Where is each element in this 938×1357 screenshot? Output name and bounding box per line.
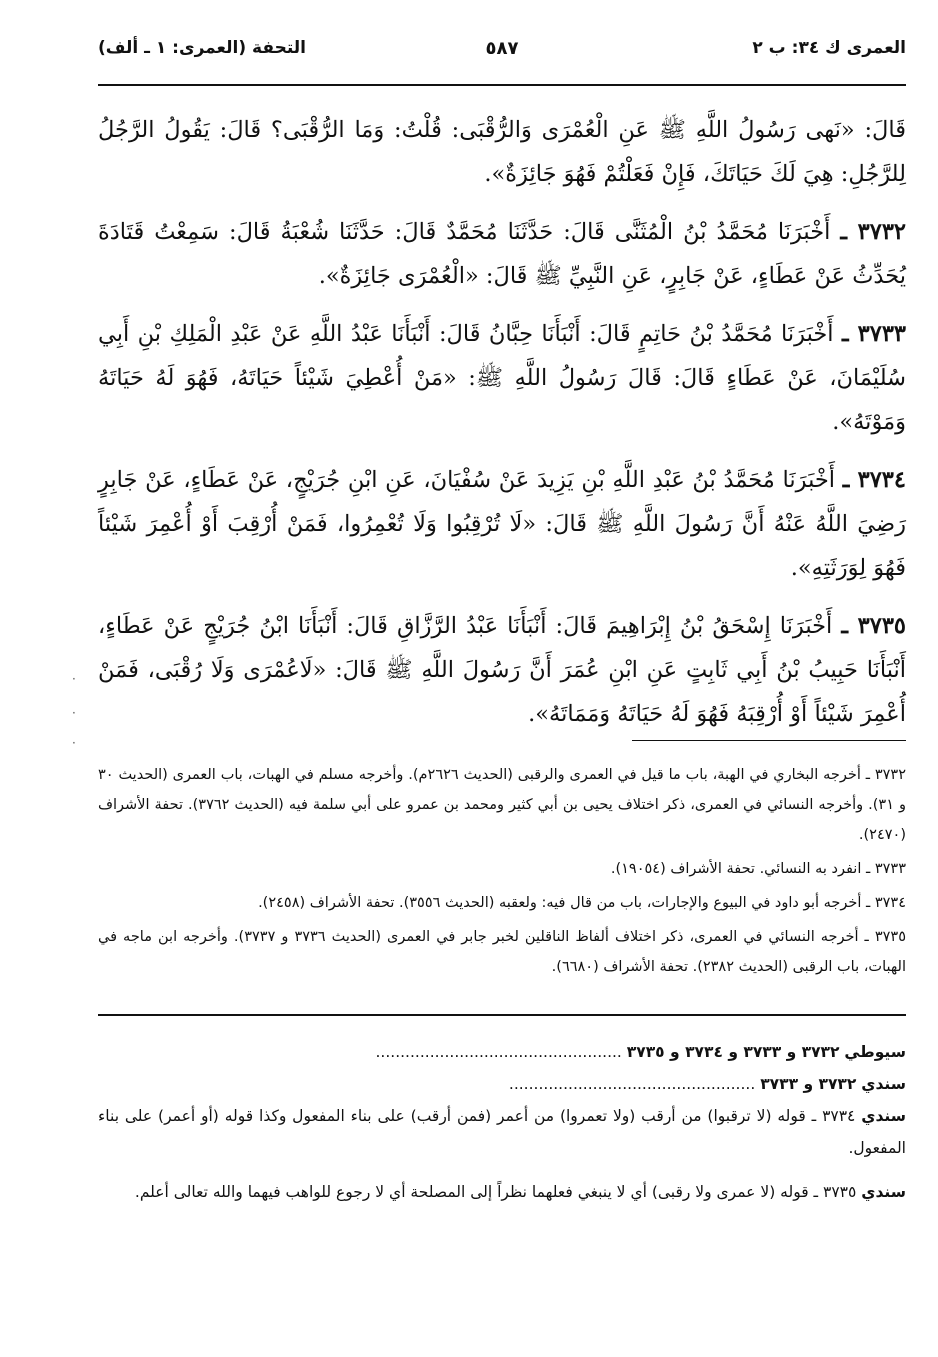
suyuti-label: سيوطي (844, 1043, 906, 1061)
hadith-paragraph (98, 210, 906, 298)
footnote-separator (632, 740, 906, 741)
suyuti-refs: ٣٧٣٢ و ٣٧٣٣ و ٣٧٣٤ و ٣٧٣٥ (626, 1043, 840, 1061)
margin-mark: · (72, 736, 76, 750)
commentary (98, 1036, 906, 1208)
hadith-body: قَالَ: «نَهى رَسُولُ اللَّهِ ﷺ عَنِ الْعُمْرَى وَالرُّقْبَى: قُلْتُ: وَمَا الرُّقْبَى؟ قَالَ: يَقُولُ الرَّجُلُ لِلرَّجُلِ: هِيَ لَكَ حَيَاتَكَ، فَإِنْ فَعَلْتُمْ فَهُوَ جَائِزَةٌ». (98, 117, 906, 187)
sindi-note: ٣٧٣٤ ـ قوله (لا ترقبوا) من أرقب (ولا تعمروا) من أعمر (فمن أرقب) على بناء المفعول وكذا قوله (أو أعمر) على بناء المفعول. (98, 1107, 906, 1157)
hadith-body: أَخْبَرَنَا مُحَمَّدُ بْنُ عَبْدِ اللَّهِ بْنِ يَزِيدَ عَنْ سُفْيَانَ، عَنِ ابْنِ جُرَيْجٍ، عَنْ عَطَاءٍ، عَنْ جَابِرٍ رَضِيَ اللَّهُ عَنْهُ أَنَّ رَسُولَ اللَّهِ ﷺ قَالَ: «لَا تُرْقِبُوا وَلَا تُعْمِرُوا، فَمَنْ أُرْقِبَ أَوْ أُعْمِرَ شَيْئاً فَهُوَ لِوَرَثَتِهِ». (98, 467, 906, 581)
hadith-body: أَخْبَرَنَا مُحَمَّدُ بْنُ حَاتِمٍ قَالَ: أَنْبَأَنَا حِبَّانُ قَالَ: أَنْبَأَنَا عَبْدُ اللَّهِ عَنْ عَبْدِ الْمَلِكِ بْنِ أَبِي سُلَيْمَانَ، عَنْ عَطَاءٍ قَالَ: قَالَ رَسُولُ اللَّهِ ﷺ: «مَنْ أُعْطِيَ شَيْئاً حَيَاتَهُ، فَهُوَ لَهُ حَيَاتَهُ وَمَوْتَهُ». (98, 321, 906, 435)
hadith-number: ٣٧٣٥ ـ (841, 613, 906, 639)
leader-dots: .................................................. (375, 1043, 622, 1061)
hadith-text (98, 108, 906, 750)
sindi-label: سندي (861, 1075, 906, 1093)
commentary-rule (98, 1014, 906, 1016)
footnote: ٣٧٣٤ ـ أخرجه أبو داود في البيوع والإجارات، باب من قال فيه: ولعقبه (الحديث ٣٥٥٦). تحفة الأشراف (٢٤٥٨). (258, 895, 906, 911)
hadith-paragraph (98, 604, 906, 736)
hadith-paragraph (98, 458, 906, 590)
sindi-label: سندي (861, 1183, 906, 1201)
hadith-number: ٣٧٣٢ ـ (840, 219, 906, 245)
hadith-body: أَخْبَرَنَا مُحَمَّدُ بْنُ الْمُثَنَّى قَالَ: حَدَّثَنَا مُحَمَّدٌ قَالَ: حَدَّثَنَا شُعْبَةُ قَالَ: سَمِعْتُ قَتَادَةَ يُحَدِّثُ عَنْ عَطَاءٍ، عَنْ جَابِرٍ، عَنِ النَّبِيِّ ﷺ قَالَ: «الْعُمْرَى جَائِزَةٌ». (98, 219, 906, 289)
footnote: ٣٧٣٢ ـ أخرجه البخاري في الهبة، باب ما قيل في العمرى والرقبى (الحديث ٢٦٢٦م). وأخرجه مسلم في الهبات، باب العمرى (الحديث ٣٠ و ٣١). وأخرجه النسائي في العمرى، ذكر اختلاف يحيى بن أبي كثير ومحمد بن عمرو على أبي سلمة فيه (الحديث ٣٧٦٢). تحفة الأشراف (٢٤٧٠). (98, 767, 906, 843)
leader-dots: .................................................. (508, 1075, 756, 1093)
sindi-label: سندي (861, 1107, 906, 1125)
hadith-paragraph (98, 312, 906, 444)
header-chapter-ref: العمرى ك ٣٤: ب ٢ (752, 38, 906, 58)
hadith-number: ٣٧٣٤ ـ (842, 467, 906, 493)
margin-mark: · (72, 706, 76, 720)
commentary-line (98, 1068, 906, 1100)
hadith-paragraph (98, 108, 906, 196)
header-tuhfa-ref: التحفة (العمرى: ١ ـ ألف) (98, 38, 306, 58)
footnote: ٣٧٣٥ ـ أخرجه النسائي في العمرى، ذكر اختلاف ألفاظ الناقلين لخبر جابر في العمرى (الحديث ٣٧٣٦ و ٣٧٣٧). وأخرجه ابن ماجه في الهبات، باب الرقبى (الحديث ٢٣٨٢). تحفة الأشراف (٦٦٨٠). (98, 929, 906, 975)
hadith-body: أَخْبَرَنَا إِسْحَقُ بْنُ إِبْرَاهِيمَ قَالَ: أَنْبَأَنَا عَبْدُ الرَّزَّاقِ قَالَ: أَنْبَأَنَا ابْنُ جُرَيْجٍ عَنْ عَطَاءٍ، أَنْبَأَنَا حَبِيبُ بْنُ أَبِي ثَابِتٍ عَنِ ابْنِ عُمَرَ أَنَّ رَسُولَ اللَّهِ ﷺ قَالَ: «لَاعُمْرَى وَلَا رُقْبَى، فَمَنْ أُعْمِرَ شَيْئاً أَوْ أُرْقِبَهُ فَهُوَ لَهُ حَيَاتَهُ وَمَمَاتَهُ». (98, 613, 906, 727)
footnotes (98, 760, 906, 986)
sindi-refs: ٣٧٣٢ و ٣٧٣٣ (760, 1075, 857, 1093)
sindi-note: ٣٧٣٥ ـ قوله (لا عمرى ولا رقبى) أي لا ينبغي فعلهما نظراً إلى المصلحة أي لا رجوع للواهب فيهما والله تعالى أعلم. (134, 1183, 857, 1201)
margin-mark: · (72, 672, 76, 686)
commentary-note (98, 1100, 906, 1164)
footnote: ٣٧٣٣ ـ انفرد به النسائي. تحفة الأشراف (١٩٠٥٤). (610, 861, 906, 877)
header-rule (98, 84, 906, 86)
commentary-line (98, 1036, 906, 1068)
hadith-number: ٣٧٣٣ ـ (841, 321, 906, 347)
page-number: ٥٨٧ (485, 38, 519, 59)
page-header (98, 28, 906, 68)
commentary-note (98, 1176, 906, 1208)
